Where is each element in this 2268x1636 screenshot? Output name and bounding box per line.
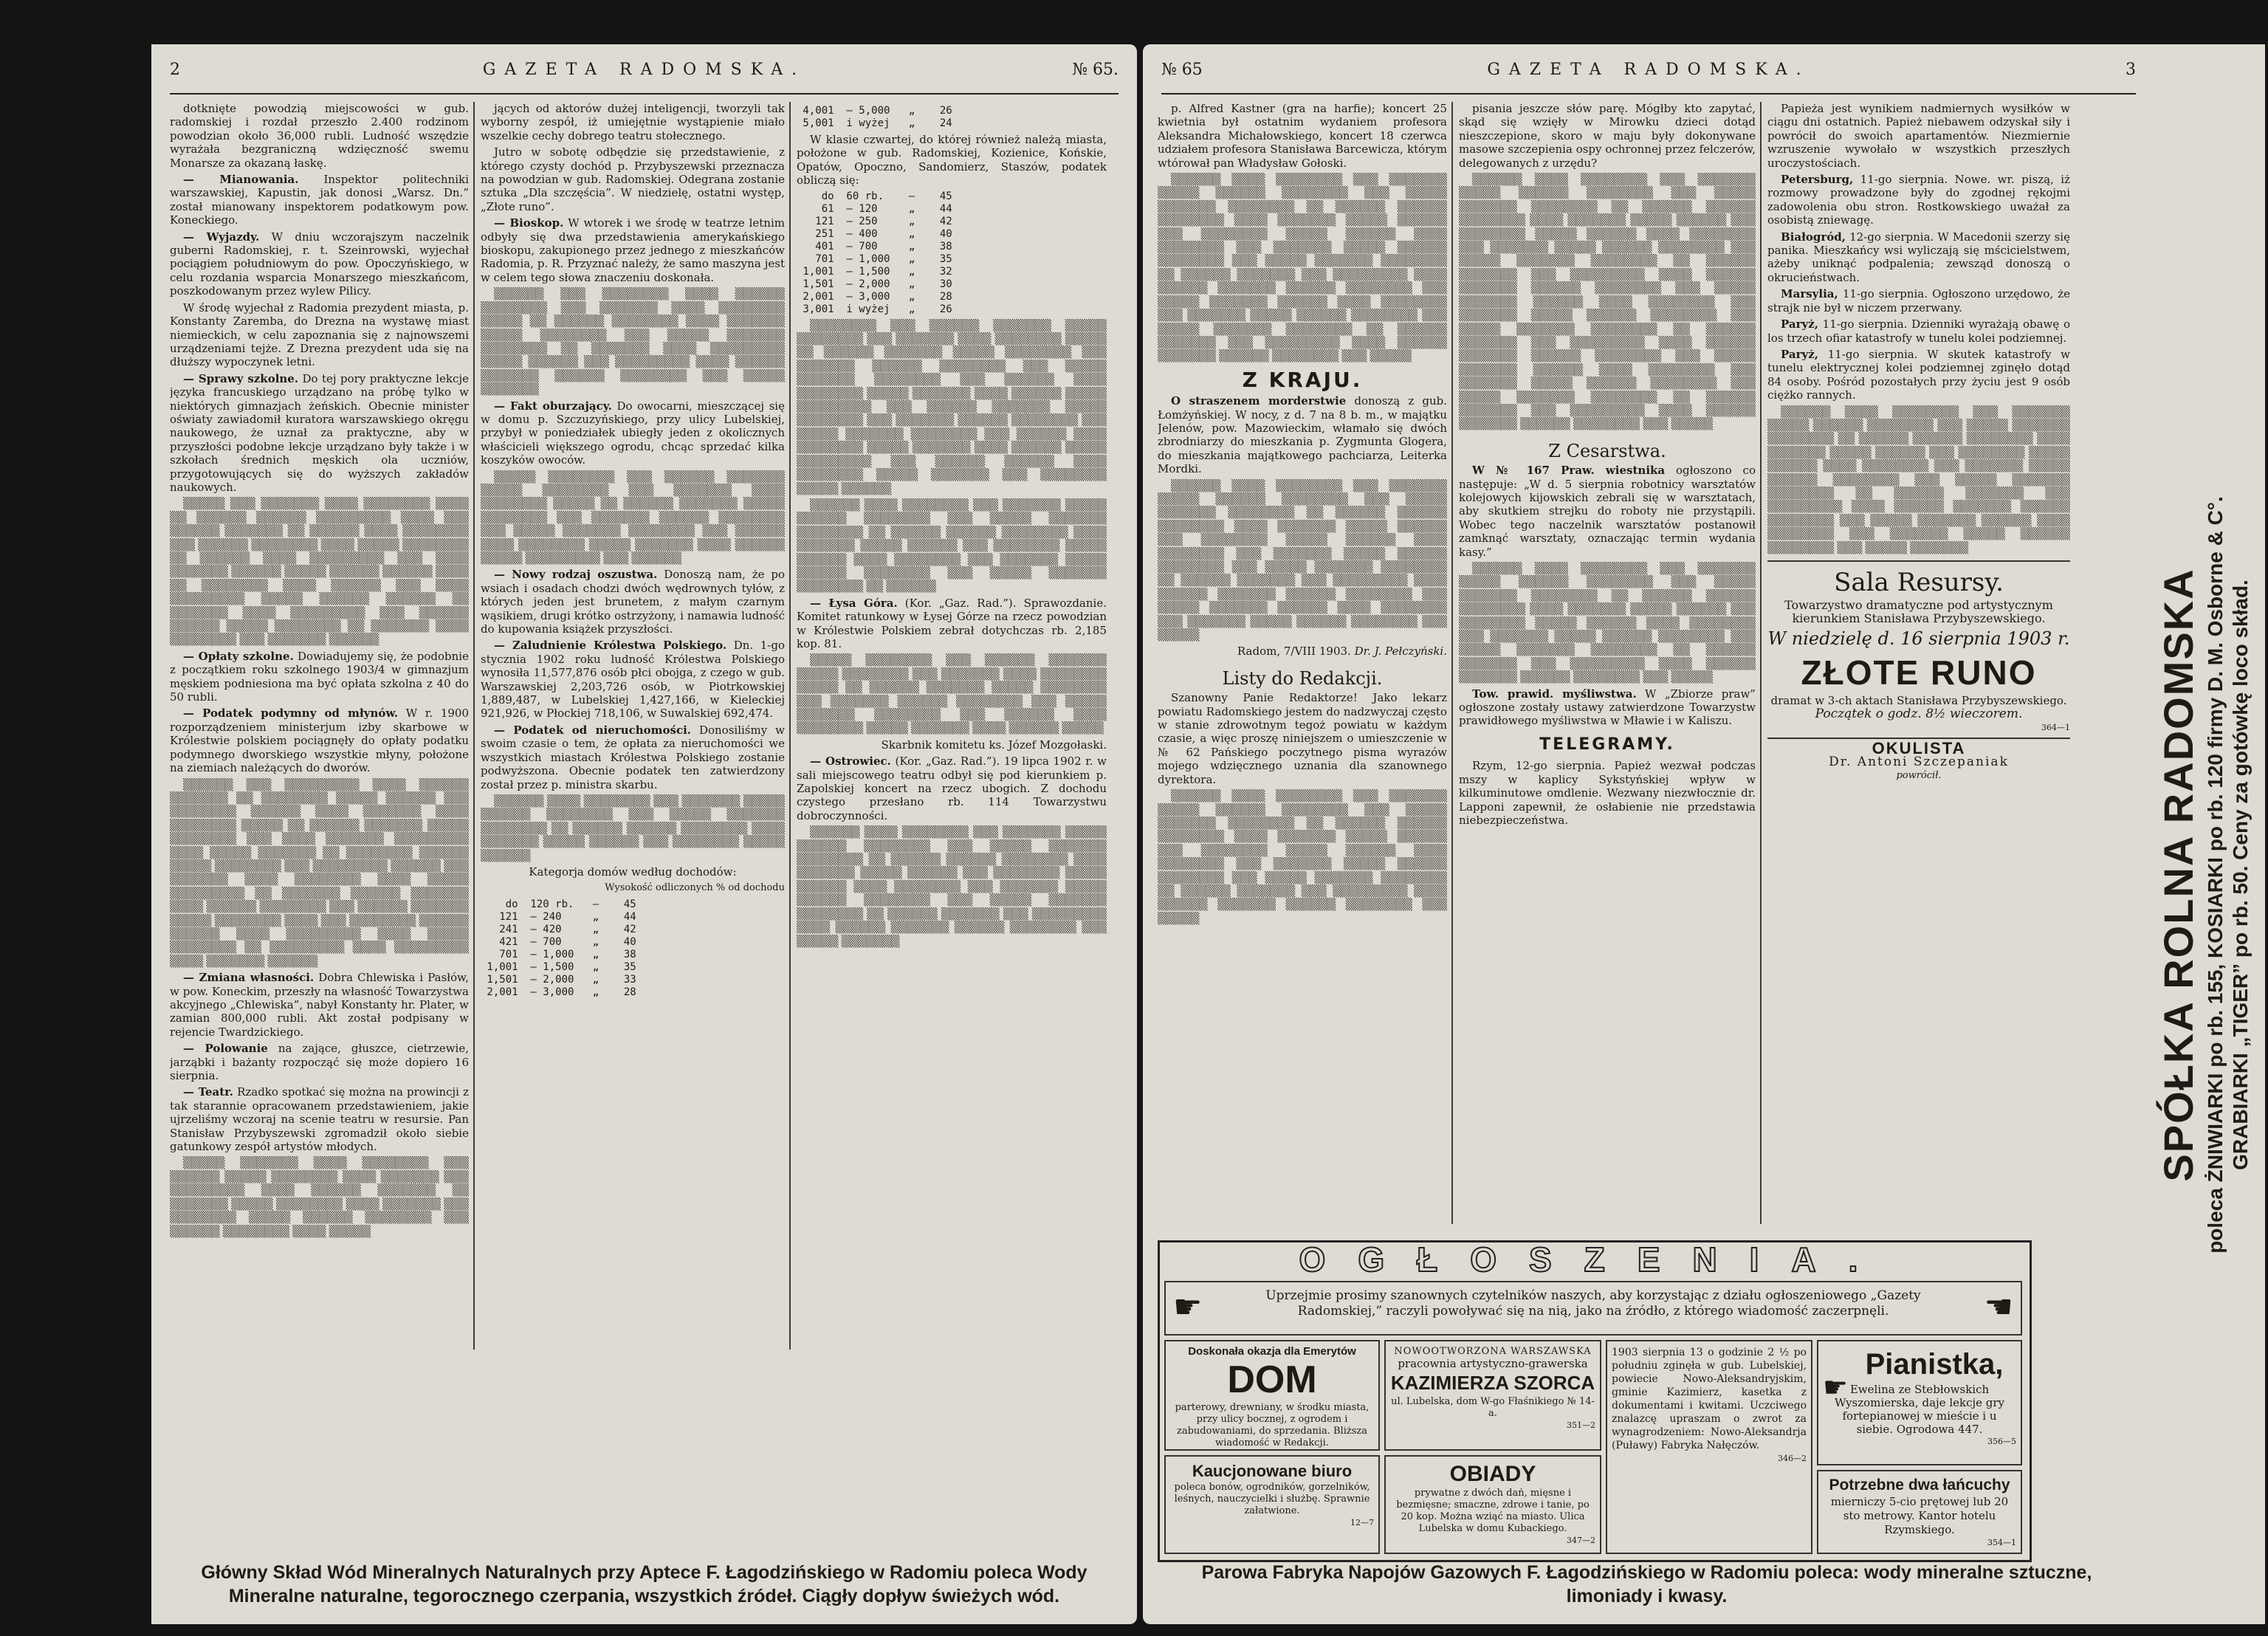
news-item: W № 167 Praw. wiestnika ogłoszono co następuje: „W d. 5 sierpnia robotnicy warsztatów kolejowych kijowskich zebrali się w warsztatach, aby skutkiem strejku do roboty nie przystąpili. Wobec tego naczelnik warsztatów postanowił zamknąć warsztaty, oznaczając termin wydania kasy.” [1459, 464, 1756, 559]
mineral-water-ad: Główny Skład Wód Mineralnych Naturalnych przy Aptece F. Łagodzińskiego w Radomiu poleca Wody Mineralne naturalne, tegorocznego czerpania, wszystkich źródeł. Ciągły dopływ świeżych wód. [201, 1562, 1087, 1606]
table-row: 401 — 700 „ 38 [797, 240, 952, 252]
news-item: — Bioskop. W wtorek i we środę w teatrze letnim odbyły się dwa przedstawienia amerykańskiego bioskopu, zakupionego przez jednego z mieszkańców Radomia, p. R. Przyznać należy, że samo maszyna jest w celem tego słowa znaczeniu doskonała. [481, 216, 785, 284]
news-item: — Łysa Góra. (Kor. „Gaz. Rad.”). Sprawozdanie. Komitet ratunkowy w Łysej Górze na rzecz powodzian w Królestwie Polskiem zebrał dotychczas rb. 2,185 kop. 81. [797, 596, 1107, 650]
table-row: 2,001 — 3,000 „ 28 [797, 290, 952, 303]
section-heading-telegramy: TELEGRAMY. [1539, 735, 1675, 754]
news-item: — Zmiana własności. Dobra Chlewiska i Pasłów, w pow. Koneckim, przeszły na własność Towarzystwa akcyjnego „Chlewiska”, nabył Konstanty hr. Plater, w zamian 800,000 rubli. Akt został podpisany w rejencie Twardzickiego. [170, 971, 469, 1039]
table-row: 1,501 — 2,000 „ 33 [481, 973, 636, 986]
sala-resursy-ad [1767, 560, 2070, 735]
signature: Skarbnik komitetu ks. Józef Mozgołaski. [881, 738, 1107, 752]
table-row: 701 — 1,000 „ 38 [481, 948, 636, 960]
illegible-text: ▒▒▒▒▒▒ ▒▒▒▒ ▒▒▒▒▒▒▒▒ ▒▒▒ ▒▒▒▒▒▒▒ ▒▒▒▒▒ ▒▒▒▒▒▒ ▒▒▒▒▒▒▒▒ ▒▒▒ ▒▒▒▒▒ ▒▒▒▒▒▒▒ ▒▒▒▒▒▒▒▒ ▒▒ ▒▒▒▒▒▒ ▒▒▒▒▒▒ ▒▒▒▒▒▒▒▒ ▒▒▒▒ ▒▒▒▒▒▒▒ ▒▒▒▒▒ ▒▒▒▒▒▒ ▒▒▒ ▒▒▒▒▒▒▒▒ ▒▒▒▒▒ ▒▒▒▒▒▒ ▒▒▒▒ ▒▒▒▒▒▒▒▒ ▒▒▒ ▒▒▒▒▒▒▒ ▒▒▒▒▒ ▒▒▒▒▒▒ ▒▒▒▒▒▒▒▒ ▒▒▒ ▒▒▒▒▒ ▒▒▒▒▒▒▒ ▒▒▒▒▒▒▒▒ ▒▒ ▒▒▒▒▒▒ ▒▒▒▒▒▒▒ ▒▒▒ ▒▒▒▒▒▒▒▒▒ ▒▒▒▒ ▒▒▒▒▒▒ ▒▒▒▒▒▒▒ ▒▒▒▒▒▒ ▒▒▒▒▒▒▒▒ ▒▒▒ ▒▒▒▒▒ ▒▒▒▒▒▒▒ ▒▒▒▒▒▒ ▒▒▒▒ ▒▒▒▒▒▒▒▒ ▒▒▒ ▒▒▒▒▒▒▒ ▒▒▒▒▒ ▒▒▒▒▒▒ ▒▒▒▒▒▒▒▒ ▒▒▒ ▒▒▒▒▒ ▒▒▒▒▒▒▒ ▒▒▒▒▒▒▒▒ ▒▒ ▒▒▒▒▒▒ ▒▒▒▒▒▒▒ ▒▒▒ ▒▒▒▒▒▒▒▒▒ ▒▒▒▒ ▒▒▒▒▒▒ ▒▒▒▒▒▒▒ ▒▒▒▒▒▒ ▒▒▒▒▒▒▒▒ ▒▒▒ ▒▒▒▒▒ ▒▒▒▒▒▒▒ ▒▒▒▒▒▒ ▒▒▒▒ ▒▒▒▒▒▒▒▒ ▒▒▒ ▒▒▒▒▒▒▒ ▒▒▒▒▒ ▒▒▒▒▒▒ ▒▒▒▒▒▒▒▒ ▒▒▒ ▒▒▒▒▒ ▒▒▒▒▒▒▒ ▒▒▒▒▒▒▒▒ ▒▒ ▒▒▒▒▒▒ ▒▒▒▒▒▒▒ ▒▒▒ ▒▒▒▒▒▒▒▒▒ ▒▒▒▒ ▒▒▒▒▒▒ ▒▒▒▒▒▒▒ ▒▒▒▒▒▒ ▒▒▒▒▒▒▒▒ ▒▒▒ ▒▒▒▒▒ [1459, 173, 1756, 431]
page-number: 3 [2126, 61, 2136, 79]
okulista-note: powrócił. [1896, 769, 1942, 781]
table-row: 5,001 i wyżej „ 24 [797, 117, 952, 129]
dom-ad: Doskonała okazja dla Emerytów DOM parterowy, drewniany, w środku miasta, przy ulicy bocznej, z ogrodem i zabudowaniami, do sprzedania. Bliższa wiadomość w Redakcji. [1164, 1340, 1380, 1451]
illegible-text: ▒▒▒▒▒▒ ▒▒▒▒ ▒▒▒▒▒▒▒▒ ▒▒▒ ▒▒▒▒▒▒▒ ▒▒▒▒▒ ▒▒▒▒▒▒ ▒▒▒▒▒▒▒▒ ▒▒▒ ▒▒▒▒▒ ▒▒▒▒▒▒▒ ▒▒▒▒▒▒▒▒ ▒▒ ▒▒▒▒▒▒ ▒▒▒▒▒▒ ▒▒▒▒▒▒▒▒ ▒▒▒▒ ▒▒▒▒▒▒▒ ▒▒▒▒▒ ▒▒▒▒▒▒ ▒▒▒ ▒▒▒▒▒▒▒▒ ▒▒▒▒▒ ▒▒▒▒▒▒ [481, 794, 785, 862]
illegible-text: ▒▒▒▒▒▒ ▒▒▒▒ ▒▒▒▒▒▒▒▒ ▒▒▒ ▒▒▒▒▒▒▒ ▒▒▒▒▒ ▒▒▒▒▒▒ ▒▒▒▒▒▒▒▒ ▒▒▒ ▒▒▒▒▒ ▒▒▒▒▒▒▒ ▒▒▒▒▒▒▒▒ ▒▒ ▒▒▒▒▒▒ ▒▒▒▒▒▒ ▒▒▒▒▒▒▒▒ ▒▒▒▒ ▒▒▒▒▒▒▒ ▒▒▒▒▒ ▒▒▒▒▒▒ ▒▒▒ ▒▒▒▒▒▒▒▒ ▒▒▒▒▒ ▒▒▒▒▒▒ ▒▒▒▒ ▒▒▒▒▒▒▒▒ ▒▒▒ ▒▒▒▒▒▒▒ ▒▒▒▒▒ ▒▒▒▒▒▒ ▒▒▒▒▒▒▒▒ ▒▒▒ ▒▒▒▒▒ ▒▒▒▒▒▒▒ ▒▒▒▒▒▒▒▒ ▒▒ ▒▒▒▒▒▒ ▒▒▒▒▒▒▒ ▒▒▒ ▒▒▒▒▒▒▒▒▒ ▒▒▒▒ ▒▒▒▒▒▒ ▒▒▒▒▒▒▒ ▒▒▒▒▒▒ ▒▒▒▒▒▒▒▒ ▒▒▒ ▒▒▒▒▒ ▒▒▒▒▒▒▒ ▒▒▒▒▒▒ ▒▒▒▒ ▒▒▒▒▒▒▒▒ ▒▒▒ ▒▒▒▒▒▒▒ ▒▒▒▒▒ ▒▒▒▒▒▒ ▒▒▒▒▒▒▒▒ ▒▒▒ ▒▒▒▒▒ ▒▒▒▒▒▒▒ ▒▒▒▒▒▒▒▒ ▒▒ ▒▒▒▒▒▒ ▒▒▒▒▒▒▒ ▒▒▒ ▒▒▒▒▒▒▒▒▒ ▒▒▒▒ ▒▒▒▒▒▒ ▒▒▒▒▒▒▒ ▒▒▒▒▒▒ ▒▒▒▒▒▒▒▒ ▒▒▒ ▒▒▒▒▒ [1158, 173, 1447, 363]
vertical-ad-line: GRABIARKI „TIGER” po rb. 50. Ceny za gotówkę loco skład. [2229, 580, 2252, 1170]
telegram-item: Petersburg, 11-go sierpnia. Nowe. wr. piszą, iż rozmowy prowadzone były do zgodnej rękojmi zadowolenia obu stron. Rostkowskiego uważał za osobistą zniewagę. [1767, 173, 2070, 227]
column-rule [1451, 102, 1453, 1224]
issue-number: № 65. [1072, 61, 1118, 79]
right-page [1143, 44, 2265, 1624]
ads-header: OGŁOSZENIA. [1299, 1240, 1891, 1279]
tax-table-continued [797, 105, 1107, 130]
table-row: 61 — 120 „ 44 [797, 202, 952, 215]
illegible-text: ▒▒▒▒▒ ▒▒▒▒▒▒▒▒ ▒▒▒ ▒▒▒▒▒▒ ▒▒▒▒▒▒▒ ▒▒▒▒▒ ▒▒▒▒▒▒▒▒ ▒▒▒ ▒▒▒▒▒▒▒ ▒▒▒▒ ▒▒▒▒▒▒▒▒ ▒▒▒▒▒ ▒▒ ▒▒▒▒▒▒ ▒▒▒▒▒▒▒ ▒▒▒▒▒ ▒▒▒▒▒▒▒▒ ▒▒▒ ▒▒▒▒▒▒▒ ▒▒▒▒▒▒ ▒▒▒▒▒▒▒▒ ▒▒▒ ▒▒▒▒▒ ▒▒▒▒▒▒▒ ▒▒▒▒▒▒▒▒ ▒▒▒ ▒▒▒▒▒▒ ▒▒▒▒ ▒▒▒▒▒▒▒▒ ▒▒▒▒▒ ▒▒▒▒▒▒▒ ▒▒▒▒ ▒▒▒▒▒▒ ▒▒▒▒▒ [797, 653, 1107, 735]
table-title: Kategorja domów według dochodów: [529, 865, 737, 879]
left-page [151, 44, 1137, 1624]
section-heading-z-kraju: Z KRAJU. [1242, 367, 1363, 392]
sala-play-title: ZŁOTE RUNO [1801, 653, 2037, 692]
lost-box-notice: 1903 sierpnia 13 o godzinie 2 ½ po południu zginęła w gub. Lubelskiej, powiecie Nowo-Aleksandryjskim, gminie Kazimierz, kasetka z dokumentami i kwitami. Uczciwego znalazcę upraszam o zwrot za wynagrodzeniem: Nowo-Aleksandrja (Puławy) Fabryka Nałęczów. 346—2 [1606, 1340, 1812, 1554]
szorc-engraving-ad: NOWOOTWORZONA WARSZAWSKA pracownia artystyczno-grawerska KAZIMIERZA SZORCA ul. Lubelska, dom W-go Fłaśnikiego № 14-a. 351—2 [1384, 1340, 1601, 1451]
table-row: 121 — 250 „ 42 [797, 215, 952, 227]
article-paragraph: p. Alfred Kastner (gra na harfie); koncert 25 kwietnia był ostatnim wydaniem profesora Aleksandra Michałowskiego, koncert 18 czerwca udziałem profesora Stanisława Barcewicza, którym wtórował pan Władysław Gołoski. [1158, 102, 1447, 170]
article-column-2 [481, 102, 785, 1350]
illegible-text: ▒▒▒▒▒ ▒▒▒▒▒▒▒ ▒▒▒▒ ▒▒▒▒▒▒▒▒ ▒▒▒ ▒▒▒▒▒▒ ▒▒▒▒▒ ▒▒▒▒▒▒▒▒ ▒▒▒▒ ▒▒▒▒▒▒▒ ▒▒▒ ▒▒▒▒▒▒▒▒▒ ▒▒▒▒ ▒▒▒▒▒▒ ▒▒▒▒▒▒▒ ▒▒ ▒▒▒▒▒▒▒ ▒▒▒▒▒ ▒▒▒▒▒▒▒▒ ▒▒▒▒ ▒▒▒▒▒▒▒ ▒▒▒ ▒▒▒▒▒▒▒▒ ▒▒▒▒▒ ▒▒▒▒▒▒ ▒▒▒▒▒▒▒▒ ▒▒▒ ▒▒▒▒▒▒ ▒▒▒▒▒▒▒▒ ▒▒▒▒ ▒▒▒▒▒ [170, 1156, 469, 1238]
sala-time: Początek o godz. 8½ wieczorem. [1815, 707, 2023, 722]
news-item: Tow. prawid. myśliwstwa. W „Zbiorze praw” ogłoszone zostały ustawy zatwierdzone Towarzystw prawidłowego myśliwstwa w Mławie i w Kaliszu. [1459, 687, 1756, 728]
table-row: 1,501 — 2,000 „ 30 [797, 278, 952, 290]
ad-code: 364—1 [2041, 722, 2070, 732]
illegible-text: ▒▒▒▒▒▒ ▒▒▒▒ ▒▒▒▒▒▒▒▒ ▒▒▒ ▒▒▒▒▒▒▒ ▒▒▒▒▒ ▒▒▒▒▒▒ ▒▒▒▒▒▒▒▒ ▒▒▒ ▒▒▒▒▒ ▒▒▒▒▒▒▒ ▒▒▒▒▒▒▒▒ ▒▒ ▒▒▒▒▒▒ ▒▒▒▒▒▒ ▒▒▒▒▒▒▒▒ ▒▒▒▒ ▒▒▒▒▒▒▒ ▒▒▒▒▒ ▒▒▒▒▒▒ ▒▒▒ ▒▒▒▒▒▒▒▒ ▒▒▒▒▒ ▒▒▒▒▒▒ ▒▒▒▒ ▒▒▒▒▒▒▒▒ ▒▒▒ ▒▒▒▒▒▒▒ ▒▒▒▒▒ ▒▒▒▒▒▒ ▒▒▒▒▒▒▒▒ ▒▒▒ ▒▒▒▒▒ ▒▒▒▒▒▒▒ ▒▒▒▒▒▒▒▒ ▒▒ ▒▒▒▒▒▒ ▒▒▒▒▒▒▒ ▒▒▒ ▒▒▒▒▒▒▒▒▒ ▒▒▒▒ ▒▒▒▒▒▒ ▒▒▒▒▒▒▒ ▒▒▒▒▒▒ ▒▒▒▒▒▒▒▒ ▒▒▒ ▒▒▒▒▒ ▒▒▒▒▒▒▒ ▒▒▒▒▒▒ ▒▒▒▒ ▒▒▒▒▒▒▒▒ ▒▒▒ ▒▒▒▒▒▒▒ ▒▒▒▒▒ ▒▒▒▒▒▒ ▒▒▒▒▒▒▒▒ ▒▒▒ ▒▒▒▒▒ [1158, 478, 1447, 642]
news-item: — Fakt oburzający. Do owocarni, mieszczącej się w domu p. Szczuzyńskiego, przy ulicy Lubelskiej, przybył w poniedziałek ubiegły jeden z okolicznych właścicieli większego ogrodu, chcąc sprzedać kilka koszyków owoców. [481, 399, 785, 467]
news-item: — Sprawy szkolne. Do tej pory praktyczne lekcje języka francuskiego urządzano na próbę tylko w niektórych gimnazjach żeńskich. Obecnie minister oświaty zawiadomił kuratora warszawskiego okręgu naukowego, że uznał za praktyczne, aby w przyszłości podobne lekcje urządzano były także i w szkołach średnich męskich ola uczniów, przygotowujących się do wyższych zakładów naukowych. [170, 371, 469, 494]
pianistka-ad: ☛ Pianistka, Ewelina ze Stebłowskich Wyszomierska, daje lekcje gry fortepianowej w mieście i u siebie. Ogrodowa 447. 356—5 [1817, 1340, 2022, 1465]
table-row: 121 — 240 „ 44 [481, 910, 636, 923]
kaucjonowane-biuro-ad: Kaucjonowane biuro poleca bonów, ogrodników, gorzelników, leśnych, nauczycielki i służbę. Sprawnie załatwione. 12—7 [1164, 1455, 1380, 1554]
illegible-text: ▒▒▒▒▒▒ ▒▒▒ ▒▒▒▒▒▒▒▒ ▒▒▒▒ ▒▒▒▒▒▒ ▒▒▒▒▒▒▒▒ ▒▒▒ ▒▒▒▒▒▒▒ ▒▒▒▒ ▒▒▒▒▒▒▒▒ ▒▒▒▒▒ ▒▒ ▒▒▒▒▒▒ ▒▒▒▒▒▒▒▒ ▒▒▒▒ ▒▒▒▒▒▒▒ ▒▒▒▒▒ ▒▒▒▒▒▒▒▒ ▒▒▒ ▒▒▒▒▒ ▒▒▒▒▒▒▒ ▒▒▒▒▒▒▒▒ ▒▒ ▒▒▒▒▒▒▒ ▒▒▒▒ ▒▒▒▒▒▒▒▒▒ ▒▒▒▒▒ ▒▒▒▒▒▒ ▒▒▒ ▒▒▒▒▒▒▒▒▒ ▒▒▒▒ ▒▒▒▒▒▒ ▒▒▒▒▒▒▒ ▒▒▒▒▒▒ ▒▒▒▒▒▒▒▒ ▒▒▒ ▒▒▒▒▒ ▒▒▒▒▒▒▒ [481, 287, 785, 396]
illegible-text: ▒▒▒▒▒ ▒▒▒▒▒▒▒▒ ▒▒▒ ▒▒▒▒▒▒ ▒▒▒▒▒▒▒ ▒▒▒▒▒ ▒▒▒▒▒▒▒▒ ▒▒▒ ▒▒▒▒▒▒▒ ▒▒▒▒ ▒▒▒▒▒▒▒▒ ▒▒▒▒▒ ▒▒ ▒▒▒▒▒▒ ▒▒▒▒▒▒▒ ▒▒▒▒▒ ▒▒▒▒▒▒▒▒ ▒▒▒ ▒▒▒▒▒▒▒ ▒▒▒▒▒▒ ▒▒▒▒▒▒▒▒ ▒▒▒ ▒▒▒▒▒ ▒▒▒▒▒▒▒ ▒▒▒▒▒▒▒▒ ▒▒▒ ▒▒▒▒▒▒ ▒▒▒▒ ▒▒▒▒▒▒▒▒ ▒▒▒▒▒ ▒▒▒▒▒▒▒ ▒▒▒▒ ▒▒▒▒▒▒ ▒▒▒▒▒ ▒▒▒▒▒▒▒▒▒ ▒▒▒ ▒▒▒▒▒▒ [481, 470, 785, 565]
tax-table-class-4 [797, 190, 1107, 316]
table-row: do 60 rb. — 45 [797, 190, 952, 202]
masthead: GAZETA RADOMSKA. [482, 61, 806, 79]
article-column-2 [1459, 102, 1756, 1224]
news-item: Jutro w sobotę odbędzie się przedstawienie, z którego czysty dochód p. Przybyszewski przeznacza na powodzian w gub. Radomskiej. Odegrana zostanie sztuka „Dla szczęścia”. W niedzielę, ostatni występ, „Złote runo”. [481, 145, 785, 213]
section-heading-listy: Listy do Redakcji. [1222, 667, 1383, 689]
news-item: — Ostrowiec. (Kor. „Gaz. Rad.”). 19 lipca 1902 r. w sali miejscowego teatru odbył się pod kierunkiem p. Zapolskiej koncert na rzecz ubogich. Z dochodu czystego przesłano rb. 114 Towarzystwu dobroczynności. [797, 755, 1107, 822]
table-row: 1,001 — 1,500 „ 32 [797, 265, 952, 278]
illegible-text: ▒▒▒▒▒▒ ▒▒▒▒ ▒▒▒▒▒▒▒▒ ▒▒▒ ▒▒▒▒▒▒▒ ▒▒▒▒▒ ▒▒▒▒▒▒ ▒▒▒▒▒▒▒▒ ▒▒▒ ▒▒▒▒▒ ▒▒▒▒▒▒▒ ▒▒▒▒▒▒▒▒ ▒▒ ▒▒▒▒▒▒ ▒▒▒▒▒▒ ▒▒▒▒▒▒▒▒ ▒▒▒▒ ▒▒▒▒▒▒▒ ▒▒▒▒▒ ▒▒▒▒▒▒ ▒▒▒ ▒▒▒▒▒▒▒▒ ▒▒▒▒▒ ▒▒▒▒▒▒ ▒▒▒▒ ▒▒▒▒▒▒▒▒ ▒▒▒ ▒▒▒▒▒▒▒ ▒▒▒▒▒ ▒▒▒▒▒▒ ▒▒▒▒▒▒▒▒ ▒▒▒ ▒▒▒▒▒ ▒▒▒▒▒▒▒ ▒▒▒▒▒▒▒▒ ▒▒ ▒▒▒▒▒▒ ▒▒▒▒▒▒▒ ▒▒▒ ▒▒▒▒▒▒▒▒▒ ▒▒▒▒ ▒▒▒▒▒▒ ▒▒▒▒▒▒▒ ▒▒▒▒▒▒ ▒▒▒▒▒▒▒▒ ▒▒▒ ▒▒▒▒▒ [1158, 789, 1447, 925]
news-item: — Teatr. Rzadko spotkać się można na prowincji z tak starannie opracowanem przedstawieniem, jakie ujrzeliśmy wczoraj na scenie teatru w resursie. Pan Stanisław Przybyszewski zgromadził około siebie gatunkowy zespół artystów młodych. [170, 1085, 469, 1154]
telegram-continued: Papieża jest wynikiem nadmiernych wysiłków w ciągu dni ostatnich. Papież niebawem odzyskał siły i powrócił do swoich apartamentów. Niezmiernie wzruszenie wywołało w wszystkich przeszłych uroczystościach. [1767, 102, 2070, 170]
table-row: 701 — 1,000 „ 35 [797, 252, 952, 265]
notice-banner: ☛ Uprzejmie prosimy szanownych czytelników naszych, aby korzystając z działu ogłoszeniowego „Gazety Radomskiej,” raczyli powoływać się na nią, jako na źródło, z którego wiadomość zaczerpnęli. ☚ [1164, 1281, 2022, 1336]
okulista-ad [1767, 738, 2070, 783]
table-row: 421 — 700 „ 40 [481, 935, 636, 948]
spolka-rolna-vertical-ad [2156, 126, 2252, 1624]
pointing-hand-icon: ☛ [1823, 1371, 1849, 1403]
running-header [170, 61, 1118, 94]
telegram-item: Marsylia, 11-go sierpnia. Ogłoszono urzędowo, że strajk nie był w niczem przerwany. [1767, 287, 2070, 315]
vertical-ad-line: poleca ŻNIWIARKI po rb. 155, KOSIARKI po rb. 120 firmy D. M. Osborne & C°. [2204, 496, 2227, 1254]
table-row: 3,001 i wyżej „ 26 [797, 303, 952, 315]
table-row: 4,001 — 5,000 „ 26 [797, 105, 952, 117]
news-item: — Wyjazdy. W dniu wczorajszym naczelnik guberni Radomskiej, r. t. Szeinrowski, wyjechał pociągiem południowym do pow. Opoczyńskiego, w celu rozdania wsparcia Monarszego mieszkańcom, poszkodowanym przez wylew Pilicy. [170, 230, 469, 298]
table-row: 251 — 400 „ 40 [797, 227, 952, 240]
illegible-text: ▒▒▒▒▒ ▒▒▒ ▒▒▒▒▒▒▒ ▒▒▒▒ ▒▒▒▒▒▒▒▒ ▒▒▒▒ ▒▒ ▒▒▒▒▒▒ ▒▒▒▒▒▒ ▒▒▒▒▒▒▒▒▒ ▒▒▒▒ ▒▒▒ ▒▒▒▒▒▒ ▒▒▒▒▒▒▒ ▒▒ ▒▒▒▒▒▒ ▒▒▒▒ ▒▒▒▒▒▒▒▒ ▒▒▒ ▒▒▒▒▒▒ ▒▒▒▒▒▒▒▒ ▒▒▒▒ ▒▒▒▒▒ ▒▒▒▒▒▒▒▒ ▒▒ ▒▒▒▒▒▒ ▒▒▒▒ ▒▒▒▒▒▒▒▒▒ ▒▒▒ ▒▒▒▒ ▒▒▒▒▒▒▒ ▒▒▒▒▒▒ ▒▒▒▒▒ ▒▒▒▒▒▒ ▒▒▒▒▒▒ ▒▒▒▒ ▒▒ ▒▒▒▒▒▒▒▒ ▒▒▒▒ ▒▒▒▒▒▒ ▒▒▒ ▒▒▒▒ ▒▒▒▒▒▒▒▒▒ ▒▒▒▒▒ ▒▒▒▒▒▒ ▒▒▒▒▒▒ ▒▒ ▒▒▒▒▒▒▒ ▒▒▒▒ ▒▒▒▒▒▒▒▒▒ ▒▒▒ ▒▒▒▒▒▒ ▒▒▒▒▒▒ ▒▒▒▒▒ ▒▒▒▒▒▒▒▒ ▒▒ ▒▒▒▒▒▒▒ ▒▒▒▒ ▒▒▒▒▒▒▒▒ ▒▒▒ ▒▒▒▒▒▒▒ ▒▒▒▒▒▒ [170, 497, 469, 647]
pointing-hand-icon: ☛ [1173, 1288, 1203, 1326]
news-item: — Nowy rodzaj oszustwa. Donoszą nam, że po wsiach i osadach chodzi dwóch wędrownych tyłów, z których jeden jest brunetem, z małym czarnym wąsikiem, drugi krótko ostrzyżony, i namawia ludność do kupowania książek przyszłości. [481, 568, 785, 636]
signature: Radom, 7/VIII 1903. Dr. J. Pełczyński. [1237, 645, 1447, 659]
telegram-item: Paryż, 11-go sierpnia. W skutek katastrofy w tunelu elektrycznej kolei podziemnej zginęło dotąd 84 osoby. Pośród pozostałych przy życiu jest 9 osób ciężko rannych. [1767, 347, 2070, 402]
illegible-text: ▒▒▒▒▒▒ ▒▒▒▒ ▒▒▒▒▒▒▒▒ ▒▒▒ ▒▒▒▒▒▒▒ ▒▒▒▒▒ ▒▒▒▒▒▒ ▒▒▒▒▒▒▒▒ ▒▒▒ ▒▒▒▒▒ ▒▒▒▒▒▒▒ ▒▒▒▒▒▒▒▒ ▒▒ ▒▒▒▒▒▒ ▒▒▒▒▒▒ ▒▒▒▒▒▒▒▒ ▒▒▒▒ ▒▒▒▒▒▒▒ ▒▒▒▒▒ ▒▒▒▒▒▒ ▒▒▒ ▒▒▒▒▒▒▒▒ ▒▒▒▒▒ ▒▒▒▒▒▒ ▒▒▒▒ ▒▒▒▒▒▒▒▒ ▒▒▒ ▒▒▒▒▒▒▒ ▒▒▒▒▒ ▒▒▒▒▒▒ ▒▒▒▒▒▒▒▒ ▒▒▒ ▒▒▒▒▒ ▒▒▒▒▒▒▒ ▒▒▒▒▒▒▒▒ ▒▒ ▒▒▒▒▒▒ [797, 498, 1107, 594]
sala-date: W niedzielę d. 16 sierpnia 1903 r. [1767, 628, 2070, 649]
tax-table [481, 898, 785, 999]
news-item: O straszenem morderstwie donoszą z gub. Łomżyńskiej. W nocy, z d. 7 na 8 b. m., w majątku Jelenów, pow. Mazowieckim, włamało się dwóch zbrodniarzy do mieszkania p. Zygmunta Glogera, do mieszkania majątkowego pachciarza, Leiterka Mordki. [1158, 394, 1447, 476]
section-heading-z-cesarstwa: Z Cesarstwa. [1548, 440, 1666, 461]
news-item: — Zaludnienie Królestwa Polskiego. Dn. 1-go stycznia 1902 roku ludność Królestwa Polskiego wynosiła 11,577,876 osób płci obojga, z czego w gub. Warszawskiej 2,203,726 osób, w Piotrkowskiej 1,889,487, w Lubelskiej 1,427,166, w Kieleckiej 921,926, w Płockiej 718,106, w Suwalskiej 692,474. [481, 639, 785, 721]
article-paragraph: dotknięte powodzią miejscowości w gub. radomskiej i rozdał przeszło 2.400 rodzinom powodzian około 36,000 rubli. Ludność wszędzie wyrażała bezgraniczną wdzięczność swemu Monarsze za okazaną łaskę. [170, 102, 469, 170]
letter-text: Szanowny Panie Redaktorze! Jako lekarz powiatu Radomskiego jestem do nadzwyczaj często w stanie zdrowotnym tegoż powiatu w każdym czasie, a więc proszę niniejszem o umieszczenie w № 62 Pańskiego poczytnego pisma wyrazów mojego wdzięcznego uznania dla szanownego dyrektora. [1158, 691, 1447, 786]
obiady-ad: OBIADY prywatne z dwóch dań, mięsne i bezmięsne; smaczne, zdrowe i tanie, po 20 kop. Można wziąć na miasto. Ulica Lubelska w domu Kubackiego. 347—2 [1384, 1455, 1601, 1554]
issue-ref: № 65 [1161, 61, 1203, 79]
table-row: do 120 rb. — 45 [481, 898, 636, 910]
illegible-text: ▒▒▒▒▒▒▒▒ ▒▒▒ ▒▒▒▒▒▒ ▒▒▒▒▒▒▒ ▒▒▒▒▒ ▒▒▒▒▒▒▒▒ ▒▒▒ ▒▒▒▒▒▒▒ ▒▒▒▒ ▒▒▒▒▒▒▒▒ ▒▒▒▒▒ ▒▒ ▒▒▒▒▒▒ ▒▒▒▒▒▒▒ ▒▒▒▒▒ ▒▒▒▒▒▒▒▒ ▒▒▒ ▒▒▒▒▒▒▒ ▒▒▒▒▒▒ ▒▒▒▒▒▒▒▒ ▒▒▒ ▒▒▒▒▒ ▒▒▒▒▒▒▒ ▒▒▒▒▒▒▒▒ ▒▒▒ ▒▒▒▒▒▒ ▒▒▒▒ ▒▒▒▒▒▒▒▒ ▒▒▒▒▒ ▒▒▒▒▒▒▒ ▒▒▒▒ ▒▒▒▒▒▒ ▒▒▒▒▒ ▒▒▒▒▒▒▒▒▒ ▒▒▒ ▒▒▒▒▒▒ ▒▒▒▒▒▒▒ ▒▒▒▒▒ ▒▒▒▒▒▒▒▒ ▒▒▒ ▒▒▒▒▒▒▒ ▒▒▒▒▒▒ ▒▒▒▒▒▒▒▒ ▒▒▒ ▒▒▒▒▒ ▒▒▒▒▒▒▒ ▒▒▒▒▒▒▒▒ ▒▒▒ ▒▒▒▒▒▒ ▒▒▒▒ ▒▒▒▒▒▒▒▒ ▒▒▒▒▒ ▒▒▒▒▒▒▒ ▒▒▒▒ ▒▒▒▒▒▒ ▒▒▒▒▒ ▒▒▒▒▒▒▒▒▒ ▒▒▒ ▒▒▒▒▒▒ ▒▒▒▒▒▒ ▒▒▒▒ ▒▒▒▒▒▒▒▒ ▒▒▒▒▒ ▒▒▒▒▒▒▒ ▒▒▒ ▒▒▒▒▒▒▒▒ ▒▒▒▒▒ ▒▒▒▒▒▒ [797, 318, 1107, 495]
sala-title: Sala Resursy. [1834, 568, 2004, 597]
telegram-item: Białogród, 12-go sierpnia. W Macedonii szerzy się panika. Mieszkańcy wsi wyliczają się mścicielstwem, ażeby uniknąć podpalenia; zewsząd donoszą o okrucieństwach. [1767, 230, 2070, 284]
illegible-text: ▒▒▒▒▒▒ ▒▒▒▒ ▒▒▒▒▒▒▒▒ ▒▒▒ ▒▒▒▒▒▒▒ ▒▒▒▒▒ ▒▒▒▒▒▒ ▒▒▒▒▒▒▒▒ ▒▒▒ ▒▒▒▒▒ ▒▒▒▒▒▒▒ ▒▒▒▒▒▒▒▒ ▒▒ ▒▒▒▒▒▒ ▒▒▒▒▒▒ ▒▒▒▒▒▒▒▒ ▒▒▒▒ ▒▒▒▒▒▒▒ ▒▒▒▒▒ ▒▒▒▒▒▒ ▒▒▒ ▒▒▒▒▒▒▒▒ ▒▒▒▒▒ ▒▒▒▒▒▒ ▒▒▒▒ ▒▒▒▒▒▒▒▒ ▒▒▒ ▒▒▒▒▒▒▒ ▒▒▒▒▒ ▒▒▒▒▒▒ ▒▒▒▒▒▒▒▒ ▒▒▒ ▒▒▒▒▒ ▒▒▒▒▒▒▒ ▒▒▒▒▒▒▒▒ ▒▒ ▒▒▒▒▒▒ ▒▒▒▒▒▒▒ ▒▒▒ ▒▒▒▒▒▒▒▒▒ ▒▒▒▒ ▒▒▒▒▒▒ ▒▒▒▒▒▒▒ ▒▒▒▒▒▒ ▒▒▒▒▒▒▒▒ ▒▒▒ ▒▒▒▒▒ [1459, 562, 1756, 684]
article-column-1 [1158, 102, 1447, 1224]
article-column-1 [170, 102, 469, 1350]
article-paragraph: pisania jeszcze słów parę. Mógłby kto zapytać, skąd się wzięły w Mirowku dzieci dotąd nieszczepione, skoro w maju były dokonywane masowe szczepienia ospy ochronnej przez felczerów, delegowanych z urzędu? [1459, 102, 1756, 170]
column-rule [1760, 102, 1762, 1224]
okulista-title: OKULISTA [1872, 739, 1966, 758]
pointing-hand-icon: ☚ [1984, 1288, 2013, 1326]
news-item: — Podatek od nieruchomości. Donosiliśmy w swoim czasie o tem, że opłata za nieruchomości we wszystkich miastach Królestwa Polskiego zostanie podwyższona. Obecnie podatek ten zatwierdzony został przez p. ministra skarbu. [481, 723, 785, 791]
article-paragraph: W klasie czwartej, do której również należą miasta, położone w gub. Radomskiej, Kozienice, Końskie, Opatów, Opoczno, Sandomierz, Staszów, podatek obliczą się: [797, 133, 1107, 188]
running-header [1161, 61, 2136, 94]
news-item: — Polowanie na zające, głuszce, cietrzewie, jarząbki i bażanty rozpocząć się może dopiero 16 sierpnia. [170, 1042, 469, 1083]
article-column-3 [797, 102, 1107, 1350]
news-item: — Mianowania. Inspektor politechniki warszawskiej, Kapustin, jak donosi „Warsz. Dn.” został mianowany inspektorem podatkowym pow. Koneckiego. [170, 173, 469, 227]
table-row: 1,001 — 1,500 „ 35 [481, 960, 636, 973]
article-column-3 [1767, 102, 2070, 1239]
sala-line: Towarzystwo dramatyczne pod artystycznym kierunkiem Stanisława Przybyszewskiego. [1784, 598, 2053, 626]
telegram-item: Paryż, 11-go sierpnia. Dzienniki wyrażają obawę o los trzech ofiar katastrofy w tunelu kolei podziemnej. [1767, 317, 2070, 345]
soda-factory-ad: Parowa Fabryka Napojów Gazowych F. Łagodzińskiego w Radomiu poleca: wody mineralne sztuczne, limoniady i kwasy. [1201, 1562, 2092, 1606]
table-row: 241 — 420 „ 42 [481, 923, 636, 935]
news-item: — Podatek podymny od młynów. W r. 1900 rozporządzeniem ministerjum izby skarbowe w Królestwie polskiem pociągnęły do opłaty podatku podymnego dworskiego wszystkie młyny, położone na ziemiach należących do dworów. [170, 707, 469, 775]
sala-line: dramat w 3-ch aktach Stanisława Przybyszewskiego. [1770, 693, 2067, 707]
illegible-text: ▒▒▒▒▒▒ ▒▒▒▒ ▒▒▒▒▒▒▒▒ ▒▒▒ ▒▒▒▒▒▒▒ ▒▒▒▒▒ ▒▒▒▒▒▒ ▒▒▒▒▒▒▒▒ ▒▒▒ ▒▒▒▒▒ ▒▒▒▒▒▒▒ ▒▒▒▒▒▒▒▒ ▒▒ ▒▒▒▒▒▒ ▒▒▒▒▒▒ ▒▒▒▒▒▒▒▒ ▒▒▒▒ ▒▒▒▒▒▒▒ ▒▒▒▒▒ ▒▒▒▒▒▒ ▒▒▒ ▒▒▒▒▒▒▒▒ ▒▒▒▒▒ ▒▒▒▒▒▒ ▒▒▒▒ ▒▒▒▒▒▒▒▒ ▒▒▒ ▒▒▒▒▒▒▒ ▒▒▒▒▒ ▒▒▒▒▒▒ ▒▒▒▒▒▒▒▒ ▒▒▒ ▒▒▒▒▒ ▒▒▒▒▒▒▒ ▒▒▒▒▒▒▒▒ ▒▒ ▒▒▒▒▒▒ ▒▒▒▒▒▒▒ ▒▒▒ ▒▒▒▒▒▒▒▒▒ ▒▒▒▒ ▒▒▒▒▒▒ ▒▒▒▒▒▒▒ ▒▒▒▒▒▒ ▒▒▒▒▒▒▒▒ ▒▒▒ ▒▒▒▒▒ ▒▒▒▒▒▒▒ [797, 825, 1107, 948]
masthead: GAZETA RADOMSKA. [1487, 61, 1810, 79]
table-row: 2,001 — 3,000 „ 28 [481, 986, 636, 998]
article-paragraph: jących od aktorów dużej inteligencji, tworzyli tak wyborny zespół, iż umiejętnie wystąpienie miało wszelkie cechy dobrego teatru stołecznego. [481, 102, 785, 142]
column-rule [473, 102, 475, 1350]
illegible-text: ▒▒▒▒▒▒ ▒▒▒ ▒▒▒▒▒▒▒▒▒ ▒▒▒▒ ▒▒▒▒▒▒ ▒▒▒▒▒▒▒ ▒▒ ▒▒▒▒▒▒▒▒ ▒▒▒▒▒ ▒▒▒▒▒▒ ▒▒▒ ▒▒▒▒▒▒▒▒ ▒▒▒▒▒▒ ▒▒▒▒ ▒▒▒▒▒▒▒ ▒▒▒▒ ▒▒▒▒▒▒▒▒ ▒▒▒▒▒ ▒▒ ▒▒▒▒▒▒ ▒▒▒▒▒▒▒ ▒▒▒▒▒ ▒▒▒▒▒▒▒▒ ▒▒▒ ▒▒▒▒ ▒▒▒▒▒▒▒ ▒▒▒▒▒▒▒▒▒ ▒▒▒▒ ▒▒▒▒▒ ▒▒▒▒▒▒▒ ▒▒ ▒▒▒▒▒▒▒▒ ▒▒▒▒▒▒ ▒▒▒▒▒ ▒▒▒▒▒▒▒▒ ▒▒▒ ▒▒▒▒▒▒▒▒▒ ▒▒▒▒▒▒ ▒▒▒ ▒▒▒▒▒▒▒ ▒▒▒▒ ▒▒▒▒▒▒▒▒ ▒▒▒▒ ▒▒▒▒▒ ▒▒▒▒▒▒▒▒▒ ▒▒ ▒▒▒▒▒▒▒ ▒▒▒▒▒▒ ▒▒▒▒▒▒▒ ▒▒▒▒ ▒▒▒▒▒▒ ▒▒▒▒▒▒▒▒ ▒▒▒ ▒▒▒▒▒▒ ▒▒▒▒▒▒▒ ▒▒▒▒▒ ▒▒▒▒▒▒▒▒ ▒▒▒▒ ▒▒▒ ▒▒▒▒▒▒▒▒ ▒▒▒▒▒▒ ▒▒▒▒▒▒ ▒▒▒▒ ▒▒▒▒▒▒▒▒▒ ▒▒▒▒ ▒▒▒▒▒ ▒▒▒▒▒▒▒▒ ▒▒ ▒▒▒▒▒▒▒▒▒ ▒▒▒▒ ▒▒▒▒▒▒▒▒▒ ▒▒▒▒ ▒▒▒▒▒▒▒ ▒▒▒▒▒▒ [170, 777, 469, 968]
vertical-ad-title: SPÓŁKA ROLNA RADOMSKA [2155, 568, 2202, 1182]
lancuchy-ad: Potrzebne dwa łańcuchy mierniczy 5-cio prętowej lub 20 sto metrowy. Kantor hotelu Rzymskiego. 354—1 [1817, 1470, 2022, 1554]
telegram-text: Rzym, 12-go sierpnia. Papież wezwał podczas mszy w kaplicy Sykstyńskiej wpływ w kilkuminutowe omdlenie. Wezwany niezwłocznie dr. Lapponi zapewnił, że osłabienie nie przedstawia niebezpieczeństwa. [1459, 759, 1756, 827]
column-rule [789, 102, 791, 1350]
okulista-name: Dr. Antoni Szczepaniak [1829, 755, 2009, 770]
table-column-header: Wysokość odliczonych % od dochodu [605, 882, 785, 894]
news-item: — Opłaty szkolne. Dowiadujemy się, że podobnie z początkiem roku szkolnego 1903/4 w gimnazjum męskiem podniesiona ma być opłata szkolna z 40 do 50 rubli. [170, 649, 469, 704]
illegible-text: ▒▒▒▒▒▒ ▒▒▒▒ ▒▒▒▒▒▒▒▒ ▒▒▒ ▒▒▒▒▒▒▒ ▒▒▒▒▒ ▒▒▒▒▒▒ ▒▒▒▒▒▒▒▒ ▒▒▒ ▒▒▒▒▒ ▒▒▒▒▒▒▒ ▒▒▒▒▒▒▒▒ ▒▒ ▒▒▒▒▒▒ ▒▒▒▒▒▒ ▒▒▒▒▒▒▒▒ ▒▒▒▒ ▒▒▒▒▒▒▒ ▒▒▒▒▒ ▒▒▒▒▒▒ ▒▒▒ ▒▒▒▒▒▒▒▒ ▒▒▒▒▒ ▒▒▒▒▒▒ ▒▒▒▒ ▒▒▒▒▒▒▒▒ ▒▒▒ ▒▒▒▒▒▒▒ ▒▒▒▒▒ ▒▒▒▒▒▒ ▒▒▒▒▒▒▒▒ ▒▒▒ ▒▒▒▒▒ ▒▒▒▒▒▒▒ ▒▒▒▒▒▒▒▒ ▒▒ ▒▒▒▒▒▒ ▒▒▒▒▒▒▒ ▒▒▒ ▒▒▒▒▒▒▒▒▒ ▒▒▒▒ ▒▒▒▒▒▒ ▒▒▒▒▒▒▒ ▒▒▒▒▒▒ ▒▒▒▒▒▒▒▒ ▒▒▒ ▒▒▒▒▒ ▒▒▒▒▒▒▒ ▒▒▒▒▒▒ ▒▒▒▒ ▒▒▒▒▒▒▒▒ ▒▒▒ ▒▒▒▒▒▒▒ ▒▒▒▒▒ ▒▒▒▒▒▒ ▒▒▒▒▒▒▒▒ ▒▒▒ ▒▒▒▒▒ ▒▒▒▒▒▒▒ [1767, 405, 2070, 554]
page-number: 2 [170, 61, 180, 79]
news-item: W środę wyjechał z Radomia prezydent miasta, p. Konstanty Zaremba, do Drezna na wystawę miast niemieckich, w celu zapoznania się z najnowszemi urządzeniami tejże. Z Drezna prezydent uda się na dłuższy wypoczynek letni. [170, 300, 469, 369]
advertisements-section [1158, 1240, 2032, 1562]
